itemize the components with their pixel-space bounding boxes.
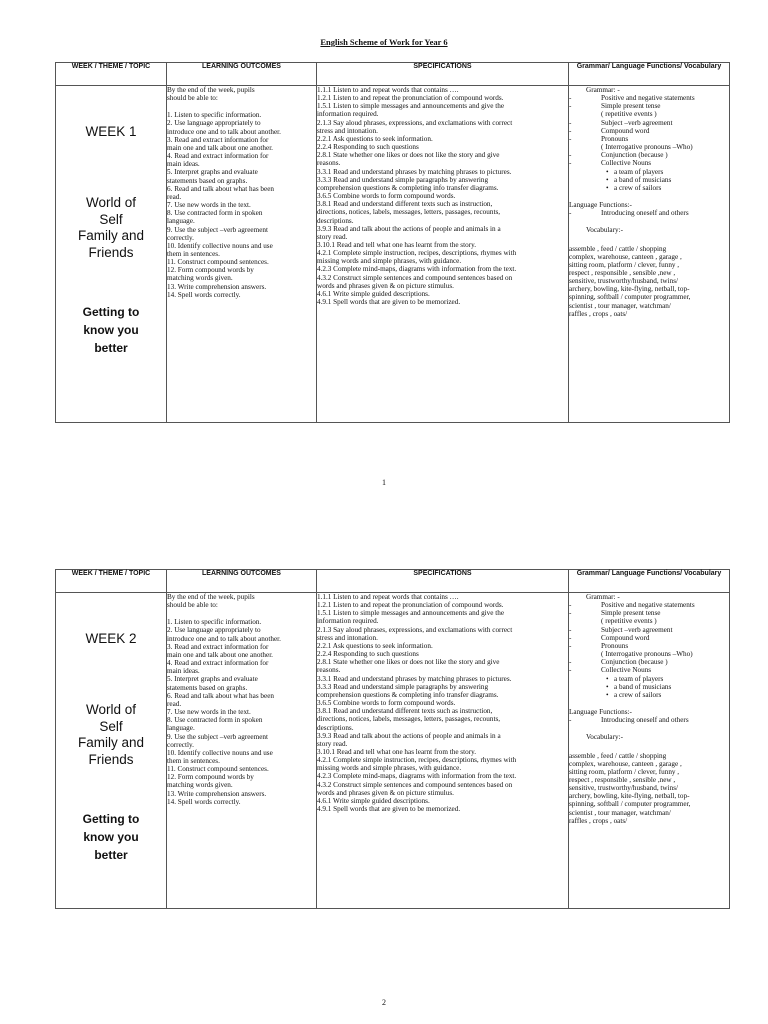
specification-line: descriptions. xyxy=(317,216,354,225)
specification-line: 1.1.1 Listen to and repeat words that contains …. xyxy=(317,593,459,601)
specification-line: 4.9.1 Spell words that are given to be memorized. xyxy=(317,805,461,814)
specification-line: 4.3.2 Construct simple sentences and compound sentences based on xyxy=(317,273,513,282)
specification-line: story read. xyxy=(317,739,348,748)
theme-line: Friends xyxy=(88,244,134,260)
theme-line: World of xyxy=(85,702,137,717)
collective-noun-example: • a crew of sailors xyxy=(614,184,729,192)
grammar-item-text: Compound word xyxy=(601,633,650,642)
specification-line: 3.6.5 Combine words to form compound words. xyxy=(317,192,456,201)
vocabulary-line: spinning, softball / computer programmer, xyxy=(569,800,691,809)
grammar-item-text: Subject –verb agreement xyxy=(601,118,673,127)
specification-line: 2.2.4 Responding to such questions xyxy=(317,143,419,152)
outcome-line: 1. Listen to specific information. xyxy=(167,618,262,627)
grammar-item-text: Compound word xyxy=(601,126,650,135)
grammar-item xyxy=(569,601,729,609)
theme-title xyxy=(56,702,166,768)
outcome-line: 4. Read and extract information for xyxy=(167,659,269,668)
outcome-line: 2. Use language appropriately to xyxy=(167,119,261,128)
specification-line: 1.2.1 Listen to and repeat the pronunciation of compound words. xyxy=(317,601,504,610)
grammar-item-text: Conjunction (because ) xyxy=(601,151,668,160)
outcome-line: matching words given. xyxy=(167,781,233,790)
outcome-line: 12. Form compound words by xyxy=(167,773,254,782)
topic-line: know you xyxy=(83,830,139,844)
outcome-line: 8. Use contracted form in spoken xyxy=(167,209,263,218)
spacer xyxy=(569,699,729,708)
theme-line: Family and xyxy=(77,228,145,243)
theme-line: World of xyxy=(85,195,137,210)
grammar-item xyxy=(569,151,729,159)
vocabulary-line: complex, warehouse, canteen , garage , xyxy=(569,759,682,768)
outcome-line: 11. Construct compound sentences. xyxy=(167,765,269,774)
table-row xyxy=(56,593,730,909)
outcome-line: 5. Interpret graphs and evaluate xyxy=(167,675,258,684)
vocabulary-label: Vocabulary:- xyxy=(586,733,623,742)
vocabulary-line: sensitive, trustworthy/husband, twins/ xyxy=(569,277,679,286)
vocabulary-line: archery, bowling, kite-flying, netball, top- xyxy=(569,792,690,801)
specification-line: descriptions. xyxy=(317,723,354,732)
specification-line: 4.2.3 Complete mind-maps, diagrams with information from the text. xyxy=(317,265,517,274)
specification-line: reasons. xyxy=(317,666,341,675)
outcome-line: language. xyxy=(167,724,195,733)
specification-line: 4.3.2 Construct simple sentences and compound sentences based on xyxy=(317,780,513,789)
vocabulary-line: spinning, softball / computer programmer, xyxy=(569,293,691,302)
vocabulary-line: complex, warehouse, canteen , garage , xyxy=(569,252,682,261)
specification-line: reasons. xyxy=(317,159,341,168)
vocabulary-line: sitting room, platform / clever, funny , xyxy=(569,260,680,269)
specification-line: 1.2.1 Listen to and repeat the pronunciation of compound words. xyxy=(317,94,504,103)
specification-line: 2.8.1 State whether one likes or does not like the story and give xyxy=(317,151,500,160)
outcome-line: 8. Use contracted form in spoken xyxy=(167,716,263,725)
specification-line: directions, notices, labels, messages, letters, passages, recounts, xyxy=(317,715,501,724)
vocabulary-list xyxy=(569,245,729,318)
table-header-row xyxy=(56,63,730,86)
header-specifications: SPECIFICATIONS xyxy=(317,570,569,593)
outcome-line: 10. Identify collective nouns and use xyxy=(167,748,273,757)
language-functions-label: Language Functions:- xyxy=(569,201,632,210)
outcome-line: 9. Use the subject –verb agreement xyxy=(167,732,268,741)
language-function-item xyxy=(569,209,729,217)
specification-line: words and phrases given & on picture stimulus. xyxy=(317,788,454,797)
grammar-item xyxy=(569,102,729,110)
theme-title xyxy=(56,195,166,261)
outcome-line: introduce one and to talk about another. xyxy=(167,127,281,136)
vocabulary-line: sensitive, trustworthy/husband, twins/ xyxy=(569,784,679,793)
topic-title xyxy=(56,810,166,864)
grammar-item xyxy=(569,135,729,143)
outcome-line: 3. Read and extract information for xyxy=(167,642,269,651)
outcome-line: introduce one and to talk about another. xyxy=(167,634,281,643)
topic-cell xyxy=(56,86,167,423)
specification-line: 3.10.1 Read and tell what one has learnt from the story. xyxy=(317,240,477,249)
topic-line: better xyxy=(94,848,128,862)
specifications-cell xyxy=(317,593,569,909)
outcome-line: 7. Use new words in the text. xyxy=(167,708,251,717)
outcome-line: 5. Interpret graphs and evaluate xyxy=(167,168,258,177)
theme-line: Family and xyxy=(77,735,145,750)
outcome-line: 1. Listen to specific information. xyxy=(167,111,262,120)
grammar-item-text: Subject –verb agreement xyxy=(601,625,673,634)
specification-line: 3.8.1 Read and understand different texts such as instruction, xyxy=(317,707,493,716)
intro-line: By the end of the week, pupils xyxy=(167,86,255,94)
grammar-item-detail: ( repetitive events ) xyxy=(601,110,657,119)
outcome-line: read. xyxy=(167,192,182,201)
week-label: WEEK 1 xyxy=(85,124,137,139)
table-header-row xyxy=(56,570,730,593)
language-function-text: Introducing oneself and others xyxy=(601,209,689,218)
grammar-label: Grammar: - xyxy=(586,86,620,94)
learning-outcomes-cell xyxy=(167,593,317,909)
outcome-line: 6. Read and talk about what has been xyxy=(167,184,274,193)
collective-noun-example: • a crew of sailors xyxy=(614,691,729,699)
grammar-item-text: Simple present tense xyxy=(601,102,661,111)
outcome-line: main ideas. xyxy=(167,667,200,676)
table-row xyxy=(56,86,730,423)
outcome-line: 11. Construct compound sentences. xyxy=(167,258,269,267)
specification-line: 4.2.3 Complete mind-maps, diagrams with information from the text. xyxy=(317,772,517,781)
grammar-cell xyxy=(569,593,730,909)
grammar-item-detail: ( Interrogative pronouns –Who) xyxy=(601,143,693,152)
topic-line: Getting to xyxy=(82,305,140,319)
outcome-line: 10. Identify collective nouns and use xyxy=(167,241,273,250)
outcome-line: statements based on graphs. xyxy=(167,683,248,692)
specification-line: 1.5.1 Listen to simple messages and announcements and give the xyxy=(317,609,505,618)
specification-line: 2.8.1 State whether one likes or does not like the story and give xyxy=(317,658,500,667)
specification-line: 3.3.1 Read and understand phrases by matching phrases to pictures. xyxy=(317,674,512,683)
collective-noun-example: • a team of players xyxy=(614,675,729,683)
specification-line: missing words and simple phrases, with guidance. xyxy=(317,257,462,266)
outcome-line: statements based on graphs. xyxy=(167,176,248,185)
specification-line: 2.2.1 Ask questions to seek information. xyxy=(317,641,433,650)
intro-line: should be able to: xyxy=(167,601,218,610)
spacer xyxy=(569,217,729,226)
outcomes-intro xyxy=(167,593,316,609)
specification-line: 4.6.1 Write simple guided descriptions. xyxy=(317,289,430,298)
grammar-item xyxy=(569,634,729,642)
header-specifications: SPECIFICATIONS xyxy=(317,63,569,86)
outcome-line: 13. Write comprehension answers. xyxy=(167,789,267,798)
outcome-line: read. xyxy=(167,699,182,708)
specification-line: 3.9.3 Read and talk about the actions of people and animals in a xyxy=(317,731,501,740)
vocabulary-line: respect , responsible , sensible ,new , xyxy=(569,268,676,277)
outcome-line: 4. Read and extract information for xyxy=(167,152,269,161)
outcome-line: 14. Spell words correctly. xyxy=(167,797,241,806)
header-grammar-vocabulary: Grammar/ Language Functions/ Vocabulary xyxy=(569,63,730,86)
vocabulary-line: scientist , tour manager, watchman/ xyxy=(569,808,671,817)
outcome-line: correctly. xyxy=(167,233,194,242)
language-functions-label: Language Functions:- xyxy=(569,708,632,717)
outcome-line: 9. Use the subject –verb agreement xyxy=(167,225,268,234)
theme-line: Self xyxy=(99,211,123,227)
outcome-line: 13. Write comprehension answers. xyxy=(167,282,267,291)
vocabulary-label: Vocabulary:- xyxy=(586,226,623,235)
page-number: 1 xyxy=(382,478,386,487)
outcome-line: 3. Read and extract information for xyxy=(167,135,269,144)
week-label: WEEK 2 xyxy=(85,631,137,646)
topic-cell xyxy=(56,593,167,909)
grammar-label: Grammar: - xyxy=(586,593,620,601)
specification-line: comprehension questions & completing info transfer diagrams. xyxy=(317,183,499,192)
grammar-item xyxy=(569,658,729,666)
vocabulary-line: assemble , feed / cattle / shopping xyxy=(569,751,667,760)
grammar-item-text: Pronouns xyxy=(601,641,629,650)
outcome-line: correctly. xyxy=(167,740,194,749)
specifications-cell xyxy=(317,86,569,423)
scheme-table xyxy=(55,569,730,909)
outcome-line: 14. Spell words correctly. xyxy=(167,290,241,299)
vocabulary-line: assemble , feed / cattle / shopping xyxy=(569,244,667,253)
specification-line: 2.2.1 Ask questions to seek information. xyxy=(317,134,433,143)
header-learning-outcomes: LEARNING OUTCOMES xyxy=(167,570,317,593)
intro-line: By the end of the week, pupils xyxy=(167,593,255,601)
grammar-item xyxy=(569,94,729,102)
specification-line: words and phrases given & on picture stimulus. xyxy=(317,281,454,290)
specification-line: 3.10.1 Read and tell what one has learnt from the story. xyxy=(317,747,477,756)
theme-line: Self xyxy=(99,718,123,734)
specification-line: 3.8.1 Read and understand different texts such as instruction, xyxy=(317,200,493,209)
collective-noun-example: • a team of players xyxy=(614,168,729,176)
header-week-theme-topic: WEEK / THEME / TOPIC xyxy=(56,63,167,86)
specification-line: story read. xyxy=(317,232,348,241)
grammar-item-detail: ( repetitive events ) xyxy=(601,617,657,626)
grammar-item-text: Collective Nouns xyxy=(601,159,652,168)
grammar-item xyxy=(569,642,729,650)
document-title: English Scheme of Work for Year 6 xyxy=(320,37,448,47)
grammar-item-text: Collective Nouns xyxy=(601,666,652,675)
specification-line: directions, notices, labels, messages, letters, passages, recounts, xyxy=(317,208,501,217)
specification-line: 4.2.1 Complete simple instruction, recipes, descriptions, rhymes with xyxy=(317,756,517,765)
topic-title xyxy=(56,303,166,357)
topic-line: better xyxy=(94,341,128,355)
grammar-item xyxy=(569,666,729,674)
specification-line: 1.1.1 Listen to and repeat words that contains …. xyxy=(317,86,459,94)
grammar-item-text: Pronouns xyxy=(601,134,629,143)
topic-line: Getting to xyxy=(82,812,140,826)
theme-line: Friends xyxy=(88,751,134,767)
grammar-item-text: Conjunction (because ) xyxy=(601,658,668,667)
specification-line: 1.5.1 Listen to simple messages and announcements and give the xyxy=(317,102,505,111)
page-number: 2 xyxy=(382,998,386,1007)
specification-line: 3.3.3 Read and understand simple paragraphs by answering xyxy=(317,175,489,184)
specification-line: stress and intonation. xyxy=(317,633,378,642)
specification-line: comprehension questions & completing info transfer diagrams. xyxy=(317,690,499,699)
header-week-theme-topic: WEEK / THEME / TOPIC xyxy=(56,570,167,593)
specification-line: 3.3.1 Read and understand phrases by matching phrases to pictures. xyxy=(317,167,512,176)
specification-line: 4.2.1 Complete simple instruction, recipes, descriptions, rhymes with xyxy=(317,249,517,258)
collective-noun-example: • a band of musicians xyxy=(614,683,729,691)
header-learning-outcomes: LEARNING OUTCOMES xyxy=(167,63,317,86)
topic-line: know you xyxy=(83,323,139,337)
outcome-line: 6. Read and talk about what has been xyxy=(167,691,274,700)
vocabulary-list xyxy=(569,752,729,825)
vocabulary-line: archery, bowling, kite-flying, netball, top- xyxy=(569,285,690,294)
grammar-item-text: Positive and negative statements xyxy=(601,601,695,610)
grammar-item xyxy=(569,626,729,634)
outcome-line: them in sentences. xyxy=(167,756,220,765)
spacer xyxy=(569,724,729,733)
grammar-cell xyxy=(569,86,730,423)
outcome-line: them in sentences. xyxy=(167,249,220,258)
grammar-item xyxy=(569,119,729,127)
specification-line: 2.1.3 Say aloud phrases, expressions, and exclamations with correct xyxy=(317,118,513,127)
outcome-line: main ideas. xyxy=(167,160,200,169)
specification-line: information required. xyxy=(317,110,379,119)
learning-outcomes-cell xyxy=(167,86,317,423)
outcome-line: main one and talk about one another. xyxy=(167,650,273,659)
outcome-line: language. xyxy=(167,217,195,226)
specification-line: 4.6.1 Write simple guided descriptions. xyxy=(317,796,430,805)
outcome-line: 7. Use new words in the text. xyxy=(167,201,251,210)
grammar-item xyxy=(569,159,729,167)
vocabulary-line: respect , responsible , sensible ,new , xyxy=(569,775,676,784)
grammar-item-text: Simple present tense xyxy=(601,609,661,618)
specification-line: 2.2.4 Responding to such questions xyxy=(317,650,419,659)
specification-line: 3.6.5 Combine words to form compound words. xyxy=(317,699,456,708)
outcomes-intro xyxy=(167,86,316,102)
scheme-table xyxy=(55,62,730,423)
specification-line: information required. xyxy=(317,617,379,626)
vocabulary-line: raffles , crops , oats/ xyxy=(569,309,628,318)
specification-line: stress and intonation. xyxy=(317,126,378,135)
grammar-item-text: Positive and negative statements xyxy=(601,94,695,103)
specification-line: 2.1.3 Say aloud phrases, expressions, and exclamations with correct xyxy=(317,625,513,634)
specification-line: 3.9.3 Read and talk about the actions of people and animals in a xyxy=(317,224,501,233)
language-function-text: Introducing oneself and others xyxy=(601,716,689,725)
collective-noun-example: • a band of musicians xyxy=(614,176,729,184)
outcome-line: matching words given. xyxy=(167,274,233,283)
specification-line: missing words and simple phrases, with guidance. xyxy=(317,764,462,773)
outcome-line: 12. Form compound words by xyxy=(167,266,254,275)
language-function-item xyxy=(569,716,729,724)
vocabulary-line: sitting room, platform / clever, funny , xyxy=(569,767,680,776)
grammar-item xyxy=(569,609,729,617)
specification-line: 3.3.3 Read and understand simple paragraphs by answering xyxy=(317,682,489,691)
intro-line: should be able to: xyxy=(167,94,218,103)
spacer xyxy=(569,192,729,201)
outcome-line: main one and talk about one another. xyxy=(167,143,273,152)
grammar-item-detail: ( Interrogative pronouns –Who) xyxy=(601,650,693,659)
grammar-item xyxy=(569,127,729,135)
header-grammar-vocabulary: Grammar/ Language Functions/ Vocabulary xyxy=(569,570,730,593)
vocabulary-line: scientist , tour manager, watchman/ xyxy=(569,301,671,310)
outcome-line: 2. Use language appropriately to xyxy=(167,626,261,635)
specification-line: 4.9.1 Spell words that are given to be memorized. xyxy=(317,298,461,307)
vocabulary-line: raffles , crops , oats/ xyxy=(569,816,628,825)
